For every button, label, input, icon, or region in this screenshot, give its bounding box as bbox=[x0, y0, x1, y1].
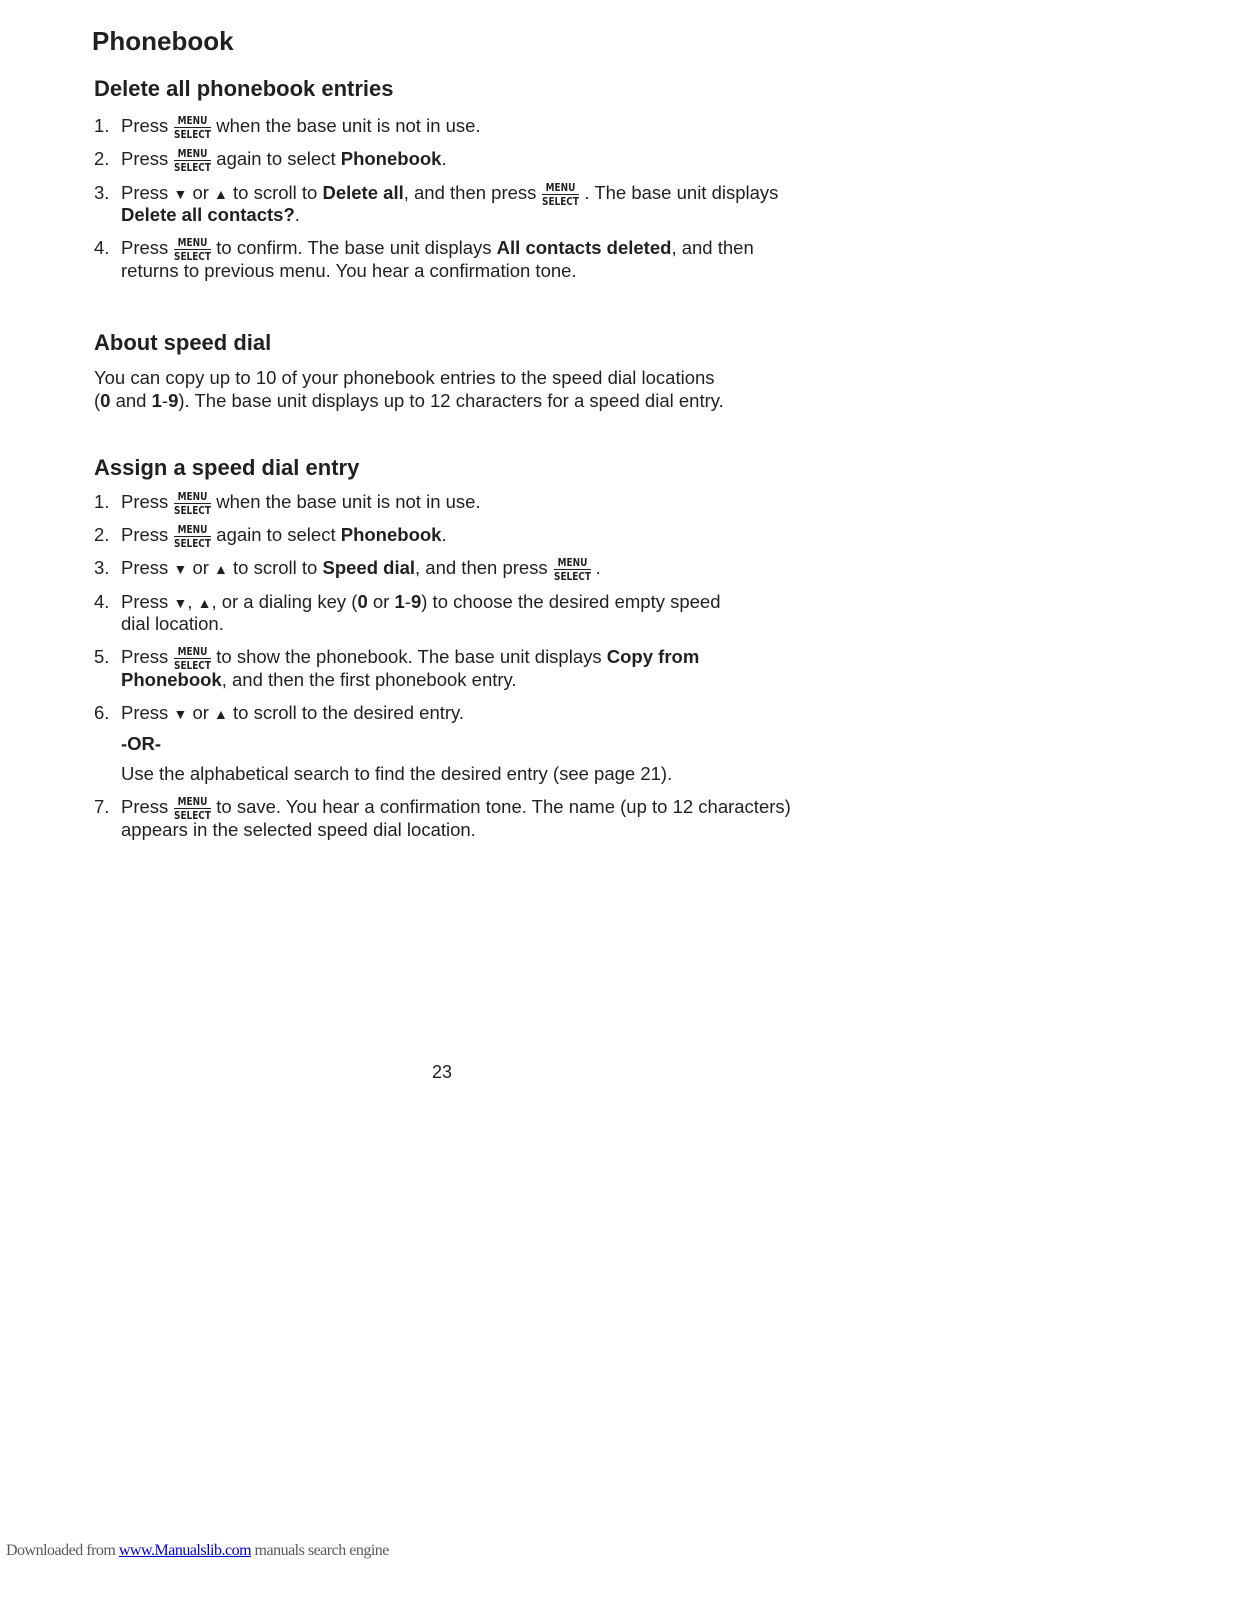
up-arrow-icon: ▲ bbox=[214, 561, 228, 577]
page-title: Phonebook bbox=[92, 26, 234, 56]
step-assign-5: 5. Press MENU SELECT to show the phonebook. The base unit displays Copy from bbox=[94, 645, 700, 672]
download-footer: Downloaded from www.Manualslib.com manuals search engine bbox=[6, 1542, 389, 1559]
menu-select-key-icon: MENU SELECT bbox=[174, 795, 212, 822]
step-assign-4: 4. Press ▼, ▲, or a dialing key (0 or 1-9) to choose the desired empty speed bbox=[94, 591, 721, 612]
up-arrow-icon: ▲ bbox=[197, 595, 212, 611]
menu-select-key-icon: MENU SELECT bbox=[553, 556, 591, 583]
step-assign-2: 2. Press MENU SELECT again to select Phonebook. bbox=[94, 523, 447, 550]
section-heading-assign-speed-dial: Assign a speed dial entry bbox=[94, 455, 360, 480]
section-heading-delete-all: Delete all phonebook entries bbox=[94, 76, 394, 101]
step-assign-6-alternative: Use the alphabetical search to find the desired entry (see page 21). bbox=[121, 763, 673, 784]
step-assign-4-cont: dial location. bbox=[121, 613, 224, 634]
step-assign-6: 6. Press ▼ or ▲ to scroll to the desired entry. bbox=[94, 702, 465, 723]
speed-dial-paragraph-line-1: You can copy up to 10 of your phonebook entries to the speed dial locations bbox=[94, 367, 715, 388]
speed-dial-paragraph-line-2: (0 and 1-9). The base unit displays up to 12 characters for a speed dial entry. bbox=[94, 390, 724, 411]
down-arrow-icon: ▼ bbox=[173, 186, 188, 202]
menu-select-key-icon: MENU SELECT bbox=[542, 181, 580, 208]
manualslib-link[interactable]: www.Manualslib.com bbox=[118, 1542, 252, 1559]
down-arrow-icon: ▼ bbox=[173, 706, 188, 722]
menu-select-key-icon: MENU SELECT bbox=[174, 523, 212, 550]
down-arrow-icon: ▼ bbox=[173, 561, 188, 577]
step-assign-7: 7. Press MENU SELECT to save. You hear a confirmation tone. The name (up to 12 characters) bbox=[94, 795, 791, 822]
page-number: 23 bbox=[432, 1062, 453, 1082]
menu-select-key-icon: MENU SELECT bbox=[174, 147, 212, 174]
menu-select-key-icon: MENU SELECT bbox=[174, 114, 212, 141]
menu-select-key-icon: MENU SELECT bbox=[174, 236, 212, 263]
step-delete-1: 1. Press MENU SELECT when the base unit is not in use. bbox=[94, 114, 481, 141]
section-heading-about-speed-dial: About speed dial bbox=[94, 330, 272, 355]
or-separator: -OR- bbox=[121, 733, 162, 754]
step-delete-4: 4. Press MENU SELECT to confirm. The base unit displays All contacts deleted, and then bbox=[94, 236, 754, 263]
step-delete-4-cont: returns to previous menu. You hear a confirmation tone. bbox=[121, 260, 577, 281]
step-assign-7-cont: appears in the selected speed dial location. bbox=[121, 819, 476, 840]
menu-select-key-icon: MENU SELECT bbox=[174, 490, 212, 517]
step-assign-3: 3. Press ▼ or ▲ to scroll to Speed dial, and then press MENU SELECT . bbox=[94, 556, 601, 583]
step-delete-2: 2. Press MENU SELECT again to select Phonebook. bbox=[94, 147, 447, 174]
step-assign-5-cont: Phonebook, and then the first phonebook entry. bbox=[121, 669, 517, 690]
down-arrow-icon: ▼ bbox=[173, 595, 188, 611]
up-arrow-icon: ▲ bbox=[214, 706, 228, 722]
step-delete-3: 3. Press ▼ or ▲ to scroll to Delete all, and then press MENU SELECT . The base unit displays bbox=[94, 181, 779, 208]
step-assign-1: 1. Press MENU SELECT when the base unit is not in use. bbox=[94, 490, 481, 517]
step-delete-3-cont: Delete all contacts?. bbox=[121, 204, 300, 225]
up-arrow-icon: ▲ bbox=[214, 186, 228, 202]
menu-select-key-icon: MENU SELECT bbox=[174, 645, 212, 672]
